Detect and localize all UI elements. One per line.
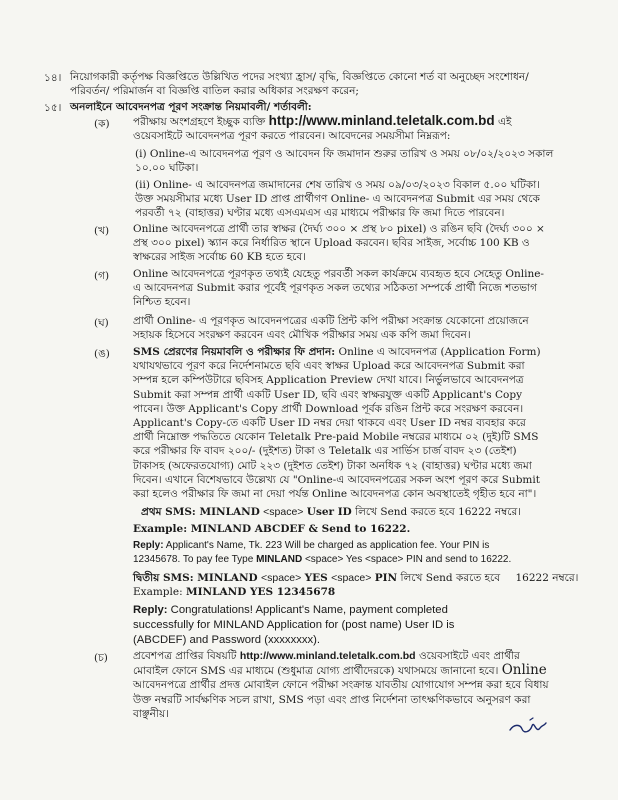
clause-ka-label: (ক) <box>94 118 110 130</box>
sms-rules-line: দিবেন। এখানে বিশেষভাবে উল্লেখ্য যে "Online-এ আবেদনপত্রের সকল অংশ পূরণ করে Submit <box>133 473 540 486</box>
clause-cha-line: বাঞ্ছনীয়। <box>133 707 169 720</box>
second-sms-instruction: লিখে Send করতে হবে <box>400 572 501 584</box>
schedule-end <box>135 178 540 221</box>
reply-label: Reply: <box>133 604 168 616</box>
sms-rules-text: Online এ আবেদনপত্র (Application Form) <box>338 346 541 358</box>
space-token: <space> <box>331 572 372 584</box>
clause-ka <box>133 114 511 143</box>
clause-ga <box>133 267 544 310</box>
first-reply <box>133 539 511 566</box>
item-15-number: ১৫। <box>44 102 62 114</box>
pin-token: PIN <box>374 572 398 584</box>
signature-mark <box>506 714 550 738</box>
clause-kha-line: প্রস্থ ৩০০ pixel) স্ক্যান করে নির্ধারিত স্থানে Upload করবেন। ছবির সাইজ, সর্বোচ্চ 100 KB ও <box>133 237 530 250</box>
clause-cha <box>133 649 549 721</box>
sms-rules-line: Applicant's Copy-তে একটি User ID নম্বর দেয়া থাকবে এবং User ID নম্বর ব্যবহার করে <box>133 417 526 430</box>
schedule-end-line: উক্ত সময়সীমার মধ্যে User ID প্রাপ্ত প্রার্থীগণ Online- এ আবেদনপত্র Submit এর সময় থেকে <box>135 193 540 206</box>
schedule-start-line: (i) Online-এ আবেদনপত্র পূরণ ও আবেদন ফি জমাদান শুরুর তারিখ ও সময় ০৮/০২/২০২৩ সকাল <box>135 148 554 160</box>
clause-gha-line: প্রার্থী Online- এ পূরণকৃত আবেদনপত্রের একটি প্রিন্ট কপি পরীক্ষা সংক্রান্ত যেকোনো প্রয়োজনে <box>133 315 529 327</box>
clause-ga-line: Online আবেদনপত্রে পূরণকৃত তথ্যই যেহেতু পরবর্তী সকল কার্যক্রমে ব্যবহৃত হবে সেহেতু Online- <box>133 268 544 280</box>
minland-token: MINLAND <box>256 553 303 565</box>
clause-kha <box>133 222 545 265</box>
second-sms-example-text: MINLAND YES 12345678 <box>185 586 336 599</box>
second-reply-line: (ABCDEF) and Password (xxxxxxxx). <box>133 634 321 646</box>
clause-gha-label: (ঘ) <box>94 317 109 329</box>
first-sms-example-text: Example: MINLAND ABCDEF & Send to 16222. <box>133 523 411 535</box>
second-sms-label: দ্বিতীয় SMS: MINLAND <box>133 572 258 584</box>
clause-umo-label: (ঙ) <box>94 348 110 360</box>
reply-label: Reply: <box>133 540 164 551</box>
user-id-token: User ID <box>306 506 352 518</box>
sms-rules-heading: SMS প্রেরণের নিয়মাবলি ও পরীক্ষার ফি প্রদান: <box>133 346 336 358</box>
clause-cha-line: উক্ত নম্বরটি সার্বক্ষণিক সচল রাখা, SMS পড়া এবং প্রাপ্ত নির্দেশনা তাৎক্ষণিকভাবে অনুসরণ করা <box>133 693 531 706</box>
clause-umo <box>133 345 541 501</box>
item-15-title: অনলাইনে আবেদনপত্র পূরণ সংক্রান্ত নিয়মাবলী/ শর্তাবলী: <box>70 101 312 113</box>
first-sms-instruction: লিখে Send করতে হবে 16222 নম্বরে। <box>355 506 522 518</box>
clause-ka-text: এই <box>497 116 512 128</box>
schedule-end-line: পরবর্তী ৭২ (বাহাত্তর) ঘণ্টার মধ্যে এসএমএস এর মাধ্যমে পরীক্ষার ফি জমা দিতে পারবেন। <box>135 207 505 220</box>
clause-cha-label: (চ) <box>94 652 108 664</box>
clause-cha-line: আবেদনপত্রে প্রার্থীর প্রদত্ত মোবাইল ফোনে পরীক্ষা সংক্রান্ত যাবতীয় যোগাযোগ সম্পন্ন করা হবে বিধায় <box>133 679 549 692</box>
clause-cha-text: ওয়েবসাইটে এবং প্রার্থীর <box>418 650 520 662</box>
space-token: <space> <box>263 506 304 518</box>
second-reply-text: Congratulations! Applicant's Name, payment completed <box>170 604 448 616</box>
clause-kha-label: (খ) <box>94 225 110 237</box>
clause-ka-text: পরীক্ষায় অংশগ্রহণে ইচ্ছুক ব্যক্তি <box>133 116 266 128</box>
clause-ka-line: ওয়েবসাইটে আবেদনপত্র পূরণ করতে পারবেন। আবেদনের সময়সীমা নিম্নরূপ: <box>133 130 451 143</box>
sms-rules-line: প্রার্থী নিম্নোক্ত পদ্ধতিতে যেকোন Teletalk Pre-paid Mobile নম্বরের মাধ্যমে ০২ (দুই)টি SMS <box>133 431 539 444</box>
example-label: Example: <box>133 586 183 599</box>
clause-kha-line: Online আবেদনপত্রে প্রার্থী তার স্বাক্ষর (দৈর্ঘ্য ৩০০ × প্রস্থ ৮০ pixel) ও রঙিন ছবি (দৈর্ঘ্য ৩০০ × <box>133 223 545 235</box>
first-reply-text: Applicant's Name, Tk. 223 Will be charged as application fee. Your PIN is <box>165 540 490 551</box>
sms-rules-line: পাবেন। উক্ত Applicant's Copy প্রার্থী Download পূর্বক রঙিন প্রিন্ট করে সংরক্ষণ করবেন। <box>133 402 524 415</box>
clause-cha-text: মোবাইল ফোনে SMS এর মাধ্যমে (শুধুমাত্র যোগ্য প্রার্থীদেরকে) যথাসময়ে জানানো হবে। <box>133 665 499 678</box>
first-sms-example <box>133 522 410 536</box>
sms-rules-line: সম্পন্ন হলে কম্পিউটারে ছবিসহ Application Preview দেখা যাবে। নির্ভুলভাবে আবেদনপত্র <box>133 374 524 387</box>
website-link[interactable]: http://www.minland.teletalk.com.bd <box>239 650 416 662</box>
first-reply-text: <space> Yes <space> PIN and send to 16222. <box>304 553 512 565</box>
schedule-start <box>135 147 553 175</box>
sms-rules-line: Submit করা সম্পন্ন প্রার্থী একটি User ID, ছবি এবং স্বাক্ষরযুক্ত একটি Applicant's Copy <box>133 388 523 401</box>
yes-token: YES <box>304 572 328 584</box>
clause-ga-line: নিশ্চিত হবেন। <box>133 296 191 309</box>
space-token: <space> <box>261 572 302 584</box>
clause-ga-label: (গ) <box>94 270 110 282</box>
clause-cha-text: Online <box>501 662 547 679</box>
website-link[interactable]: http://www.minland.teletalk.com.bd <box>268 113 495 128</box>
second-sms <box>133 571 578 599</box>
first-sms-label: প্রথম SMS: MINLAND <box>141 506 260 518</box>
sms-rules-line: টাকাসহ (অফেরতযোগ্য) মোট ২২৩ (দুইশত তেইশ) টাকা অনধিক ৭২ (বাহাত্তর) ঘণ্টার মধ্যে জমা <box>133 459 532 472</box>
second-reply <box>133 603 454 648</box>
clause-ga-line: এ আবেদনপত্র Submit করার পূর্বেই পূরণকৃত সকল তথ্যের সঠিকতা সম্পর্কে প্রার্থী নিজে শতভাগ <box>133 282 537 295</box>
item-14-text <box>70 70 529 98</box>
clause-gha <box>133 314 529 342</box>
second-reply-line: successfully for MINLAND Application for (post name) User ID is <box>133 619 455 631</box>
second-sms-number: 16222 নম্বরে। <box>515 572 579 584</box>
schedule-start-line: ১০.০০ ঘটিকা। <box>135 162 199 175</box>
schedule-end-line: (ii) Online- এ আবেদনপত্র জমাদানের শেষ তারিখ ও সময় ০৯/০৩/২০২৩ বিকাল ৫.০০ ঘটিকা। <box>135 179 541 191</box>
first-reply-text: 12345678. To pay fee Type <box>133 553 254 565</box>
first-sms <box>141 505 521 519</box>
clause-kha-line: স্বাক্ষরের সাইজ সর্বোচ্চ 60 KB হতে হবে। <box>133 251 306 264</box>
clause-cha-text: প্রবেশপত্র প্রাপ্তির বিষয়টি <box>133 650 237 662</box>
clause-gha-line: সহায়ক হিসেবে সংরক্ষণ করবেন এবং মৌখিক পরীক্ষার সময় এক কপি জমা দিবেন। <box>133 329 471 342</box>
item-14-line: নিয়োগকারী কর্তৃপক্ষ বিজ্ঞপ্তিতে উল্লিখিত পদের সংখ্যা হ্রাস/ বৃদ্ধি, বিজ্ঞপ্তিতে কোনো শর্ত বা অনুচ্ছেদ সংশোধন/ <box>70 71 529 83</box>
sms-rules-line: করে পরীক্ষার ফি বাবদ ২০০/- (দুইশত) টাকা ও Teletalk এর সার্ভিস চার্জ বাবদ ২৩ (তেইশ) <box>133 445 517 458</box>
sms-rules-line: করা হলেও পরীক্ষার ফি জমা না দেয়া পর্যন্ত Online আবেদনপত্র কোন অবস্থাতেই গৃহীত হবে না"। <box>133 488 537 501</box>
sms-rules-line: যথাযথভাবে পূরণ করে নির্দেশনামতে ছবি এবং স্বাক্ষর Upload করে আবেদনপত্র Submit করা <box>133 360 525 373</box>
item-14-line: পরিবর্তন/ পরিমার্জন বা বিজ্ঞপ্তি বাতিল করার অধিকার সংরক্ষণ করেন; <box>70 85 359 98</box>
item-14-number: ১৪। <box>44 72 62 84</box>
